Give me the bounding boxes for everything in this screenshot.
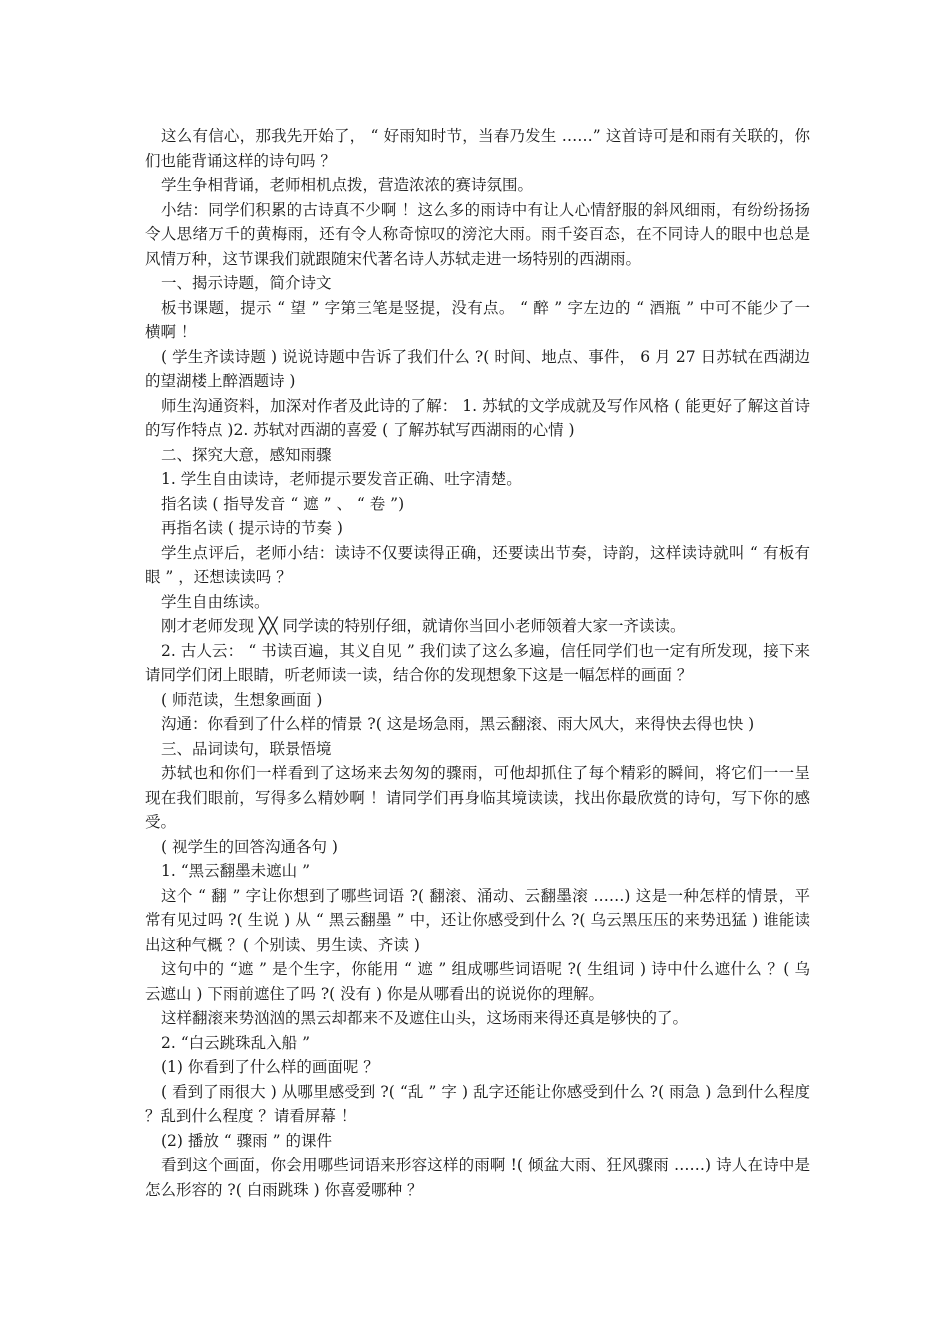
section-heading: 一、揭示诗题，简介诗文 bbox=[161, 274, 332, 292]
paragraph: (2) 播放 “ 骤雨 ” 的课件 bbox=[161, 1131, 332, 1150]
paragraph: 学生争相背诵，老师相机点拨，营造浓浓的赛诗氛围。 bbox=[161, 176, 534, 194]
paragraph: 这个 “ 翻 ” 字让你想到了哪些词语 ?( 翻滚、涌动、云翻墨滚 ……) 这是一种怎样的情景，平常有见过吗 ?( 生说 ) 从 “ 黑云翻墨 ” 中，还让你感受到什么 ?( 乌云黑压压的来势迅猛 ) 谁能读出这种气概 ？( 个别读、男生读、齐读 ) bbox=[145, 886, 810, 954]
paragraph: 学生点评后，老师小结：读诗不仅要读得正确，还要读出节奏，诗韵，这样读诗就叫 “ 有板有眼 ” ，还想读读吗 ？ bbox=[145, 543, 810, 586]
paragraph: 1. 学生自由读诗，老师提示要发音正确、吐字清楚。 bbox=[161, 470, 522, 488]
paragraph: 刚才老师发现 ╳╳ 同学读的特别仔细，就请你当回小老师领着大家一齐读读。 bbox=[161, 617, 686, 635]
paragraph: 小结：同学们积累的古诗真不少啊 ！这么多的雨诗中有让人心情舒服的斜风细雨，有纷纷扬扬令人思绪万千的黄梅雨，还有令人称奇惊叹的滂沱大雨。雨千姿百态，在不同诗人的眼中也总是风情万种，这节课我们就跟随宋代著名诗人苏轼走进一场特别的西湖雨。 bbox=[145, 200, 810, 268]
subheading: 1. “黑云翻墨未遮山 ” bbox=[161, 862, 310, 880]
subheading: 2. “白云跳珠乱入船 ” bbox=[161, 1033, 310, 1052]
paragraph: 苏轼也和你们一样看到了这场来去匆匆的骤雨，可他却抓住了每个精彩的瞬间，将它们一一呈现在我们眼前，写得多么精妙啊 ！请同学们再身临其境读读，找出你最欣赏的诗句，写下你的感受。 bbox=[145, 764, 810, 831]
paragraph: ( 学生齐读诗题 ) 说说诗题中告诉了我们什么 ?( 时间、地点、事件， 6 月 27 日苏轼在西湖边的望湖楼上醉酒题诗 ) bbox=[145, 347, 810, 390]
paragraph: 2. 古人云： “ 书读百遍，其义自见 ” 我们读了这么多遍，信任同学们也一定有所发现，接下来请同学们闭上眼睛，听老师读一读，结合你的发现想象下这是一幅怎样的画面 ？ bbox=[145, 641, 810, 684]
paragraph: ( 看到了雨很大 ) 从哪里感受到 ?( “乱 ” 字 ) 乱字还能让你感受到什么 ?( 雨急 ) 急到什么程度 ？乱到什么程度 ？请看屏幕 ！ bbox=[145, 1082, 810, 1125]
paragraph: 指名读 ( 指导发音 “ 遮 ” 、 “ 卷 ”) bbox=[161, 494, 405, 513]
section-heading: 三、品词读句，联景悟境 bbox=[161, 739, 332, 758]
paragraph: (1) 你看到了什么样的画面呢 ？ bbox=[161, 1058, 379, 1076]
paragraph: 这么有信心，那我先开始了， “ 好雨知时节，当春乃发生 ……” 这首诗可是和雨有关联的，你们也能背诵这样的诗句吗 ？ bbox=[145, 127, 810, 170]
paragraph: 师生沟通资料，加深对作者及此诗的了解： 1. 苏轼的文学成就及写作风格 ( 能更好了解这首诗的写作特点 )2. 苏轼对西湖的喜爱 ( 了解苏轼写西湖雨的心情 ) bbox=[145, 396, 810, 439]
paragraph: 这样翻滚来势汹汹的黑云却都来不及遮住山头，这场雨来得还真是够快的了。 bbox=[161, 1009, 689, 1027]
document-body bbox=[145, 124, 810, 1202]
paragraph: 板书课题，提示 “ 望 ” 字第三笔是竖提，没有点。 “ 醉 ” 字左边的 “ 酒瓶 ” 中可不能少了一横啊 ！ bbox=[145, 298, 810, 341]
paragraph: ( 视学生的回答沟通各句 ) bbox=[161, 837, 338, 856]
section-heading: 二、探究大意，感知雨骤 bbox=[161, 445, 332, 464]
paragraph: 再指名读 ( 提示诗的节奏 ) bbox=[161, 519, 343, 537]
paragraph: 看到这个画面，你会用哪些词语来形容这样的雨啊 !( 倾盆大雨、狂风骤雨 ……) 诗人在诗中是怎么形容的 ?( 白雨跳珠 ) 你喜爱哪种 ？ bbox=[145, 1156, 810, 1199]
paragraph: ( 师范读，生想象画面 ) bbox=[161, 690, 323, 709]
paragraph: 学生自由练读。 bbox=[161, 592, 270, 611]
paragraph: 这句中的 “遮 ” 是个生字，你能用 “ 遮 ” 组成哪些词语呢 ?( 生组词 ) 诗中什么遮什么 ？( 乌云遮山 ) 下雨前遮住了吗 ?( 没有 ) 你是从哪看出的说说你的理解。 bbox=[145, 960, 810, 1003]
paragraph: 沟通：你看到了什么样的情景 ?( 这是场急雨，黑云翻滚、雨大风大，来得快去得也快 ) bbox=[161, 715, 755, 733]
